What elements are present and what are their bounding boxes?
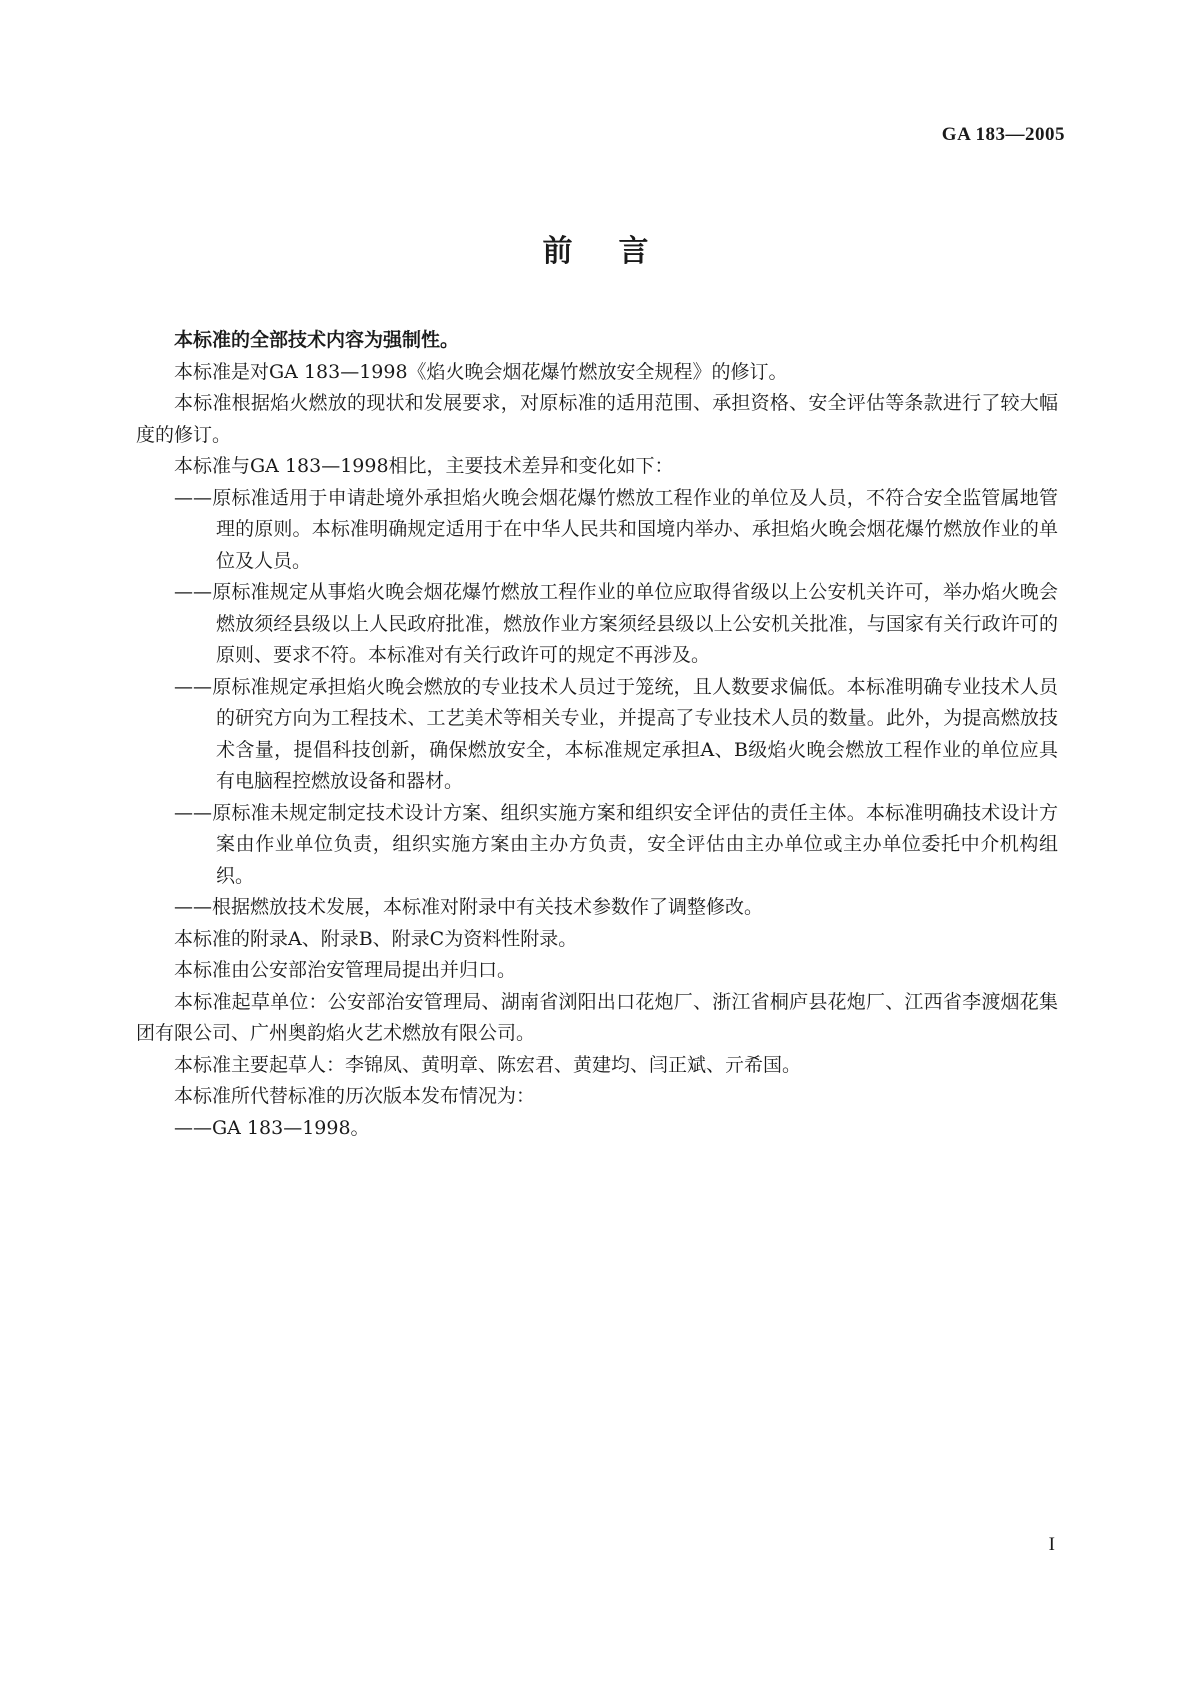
replaced-version-item: ——GA 183—1998。 [174,1116,370,1139]
foreword-body [136,325,1058,1144]
differences-intro: 本标准与GA 183—1998相比，主要技术差异和变化如下： [174,455,674,477]
page-title: 前言 [542,234,695,269]
drafters: 本标准主要起草人：李锦凤、黄明章、陈宏君、黄建均、闫正斌、亓希国。 [174,1053,802,1076]
page-number: I [1048,1534,1055,1555]
change-item: ——根据燃放技术发展，本标准对附录中有关技术参数作了调整修改。 [174,896,764,918]
drafting-units: 本标准起草单位：公安部治安管理局、湖南省浏阳出口花炮厂、浙江省桐庐县花炮厂、江西省李渡烟花集团有限公司、广州奥韵焰火艺术燃放有限公司。 [136,990,1058,1044]
mandatory-statement: 本标准的全部技术内容为强制性。 [174,329,460,351]
appendix-statement: 本标准的附录A、附录B、附录C为资料性附录。 [174,927,578,950]
revision-scope-paragraph: 本标准根据焰火燃放的现状和发展要求，对原标准的适用范围、承担资格、安全评估等条款进行了较大幅度的修订。 [136,392,1058,446]
change-item: ——原标准规定承担焰火晚会燃放的专业技术人员过于笼统，且人数要求偏低。本标准明确专业技术人员的研究方向为工程技术、工艺美术等相关专业，并提高了专业技术人员的数量。此外，为提高燃放技术含量，提倡科技创新，确保燃放安全，本标准规定承担A、B级焰火晚会燃放工程作业的单位应具有电脑程控燃放设备和器材。 [174,675,1058,792]
standard-code: GA 183—2005 [941,124,1065,145]
replaced-versions-intro: 本标准所代替标准的历次版本发布情况为： [174,1085,536,1107]
change-item: ——原标准适用于申请赴境外承担焰火晚会烟花爆竹燃放工程作业的单位及人员，不符合安全监管属地管理的原则。本标准明确规定适用于在中华人民共和国境内举办、承担焰火晚会烟花爆竹燃放作业的单位及人员。 [174,486,1058,572]
change-item: ——原标准规定从事焰火晚会烟花爆竹燃放工程作业的单位应取得省级以上公安机关许可，举办焰火晚会燃放须经县级以上人民政府批准，燃放作业方案须经县级以上公安机关批准，与国家有关行政许可的原则、要求不符。本标准对有关行政许可的规定不再涉及。 [174,581,1058,666]
proposer-statement: 本标准由公安部治安管理局提出并归口。 [174,959,517,981]
revision-statement: 本标准是对GA 183—1998《焰火晚会烟花爆竹燃放安全规程》的修订。 [174,360,788,383]
change-item: ——原标准未规定制定技术设计方案、组织实施方案和组织安全评估的责任主体。本标准明确技术设计方案由作业单位负责，组织实施方案由主办方负责，安全评估由主办单位或主办单位委托中介机构组织。 [174,801,1058,887]
